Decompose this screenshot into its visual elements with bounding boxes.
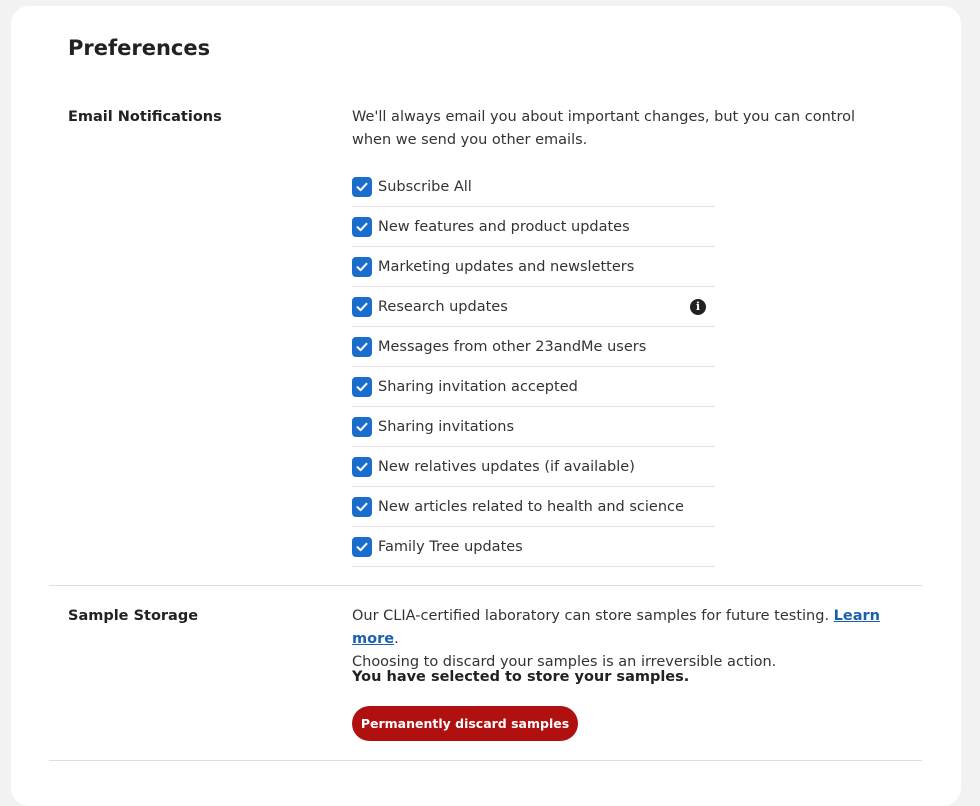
sharing-invitations-checkbox[interactable] [352,417,372,437]
research-checkbox[interactable] [352,297,372,317]
email-options-list [352,167,715,567]
email-option-label: New articles related to health and science [378,498,684,515]
email-option-label: Messages from other 23andMe users [378,338,647,355]
email-option-label: Marketing updates and newsletters [378,258,635,275]
checkmark-icon [355,340,369,354]
checkmark-icon [355,220,369,234]
email-option-messages[interactable] [352,327,715,367]
messages-checkbox[interactable] [352,337,372,357]
info-icon[interactable]: i [690,299,706,315]
email-option-label: Family Tree updates [378,538,523,555]
email-option-sharing-invitations[interactable] [352,407,715,447]
email-option-research[interactable] [352,287,715,327]
new-features-checkbox[interactable] [352,217,372,237]
email-option-label: Sharing invitation accepted [378,378,578,395]
sample-storage-warning-text: Choosing to discard your samples is an irreversible action. [352,654,777,670]
email-option-label: New features and product updates [378,218,630,235]
email-option-new-features[interactable] [352,207,715,247]
new-relatives-checkbox[interactable] [352,457,372,477]
section-divider [49,585,922,586]
email-option-label: New relatives updates (if available) [378,458,635,475]
page-title: Preferences [68,36,211,60]
sharing-accepted-checkbox[interactable] [352,377,372,397]
email-option-subscribe-all[interactable] [352,167,715,207]
checkmark-icon [355,500,369,514]
checkmark-icon [355,300,369,314]
checkmark-icon [355,180,369,194]
email-option-label: Subscribe All [378,178,472,195]
sample-storage-description [352,605,897,674]
marketing-checkbox[interactable] [352,257,372,277]
articles-checkbox[interactable] [352,497,372,517]
email-option-new-relatives[interactable] [352,447,715,487]
discard-samples-button[interactable]: Permanently discard samples [352,706,578,741]
email-option-sharing-accepted[interactable] [352,367,715,407]
email-option-label: Research updates [378,298,508,315]
preferences-card [11,6,961,806]
email-option-articles[interactable] [352,487,715,527]
email-option-marketing[interactable] [352,247,715,287]
sample-storage-status: You have selected to store your samples. [352,669,690,685]
subscribe-all-checkbox[interactable] [352,177,372,197]
sample-storage-description-text: Our CLIA-certified laboratory can store samples for future testing. [352,608,830,624]
email-notifications-label: Email Notifications [68,109,222,125]
email-option-label: Sharing invitations [378,418,515,435]
checkmark-icon [355,540,369,554]
email-option-family-tree[interactable] [352,527,715,567]
family-tree-checkbox[interactable] [352,537,372,557]
learn-more-link[interactable]: Learn more [352,608,881,647]
checkmark-icon [355,260,369,274]
checkmark-icon [355,420,369,434]
checkmark-icon [355,380,369,394]
checkmark-icon [355,460,369,474]
sample-storage-description-period: . [394,631,399,647]
section-divider [49,760,922,761]
email-notifications-description: We'll always email you about important changes, but you can control when we send you other emails. [352,109,855,148]
sample-storage-label: Sample Storage [68,608,199,624]
